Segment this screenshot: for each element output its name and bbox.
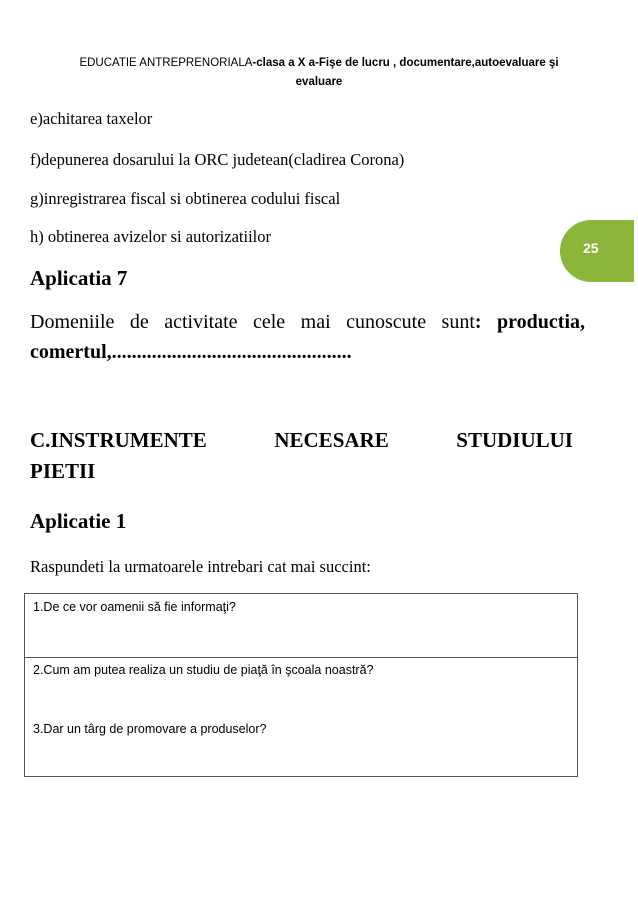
section-c-line2: PIETII [30,459,96,483]
header-title-line1: -clasa a X a-Fişe de lucru , documentare,autoevaluare şi [252,57,559,69]
question-item: 2.Cum am putea realiza un studiu de piaţă în şcoala noastră? [33,663,374,677]
aplicatia7-text-plain: Domeniile de activitate cele mai cunoscute sunt [30,311,475,333]
aplicatia7-text [30,307,585,367]
step-item: h) obtinerea avizelor si autorizatiilor [30,227,271,246]
step-item: e)achitarea taxelor [30,109,153,128]
section-c-word: NECESARE [274,428,389,452]
section-c-word: C.INSTRUMENTE [30,428,207,452]
page-number: 25 [583,240,599,256]
document-header [30,54,608,92]
question-item: 3.Dar un târg de promovare a produselor? [33,722,267,736]
header-title-line2: evaluare [295,76,343,88]
questions-table [24,593,578,777]
header-subject: EDUCATIE ANTREPRENORIALA [79,57,253,69]
question-item: 1.De ce vor oamenii să fie informaţi? [33,600,236,614]
step-item: f)depunerea dosarului la ORC judetean(cladirea Corona) [30,150,405,169]
table-divider [25,657,577,658]
aplicatia7-text-bold: : productia, comertul,................................................ [30,311,585,363]
section-c-word: STUDIULUI [456,428,573,452]
aplicatie1-intro: Raspundeti la urmatoarele intrebari cat mai succint: [30,557,371,576]
aplicatia7-heading: Aplicatia 7 [30,266,128,290]
aplicatie1-heading: Aplicatie 1 [30,509,127,533]
section-c-heading [30,425,573,487]
page-number-badge [560,220,634,282]
step-item: g)inregistrarea fiscal si obtinerea codului fiscal [30,189,341,208]
